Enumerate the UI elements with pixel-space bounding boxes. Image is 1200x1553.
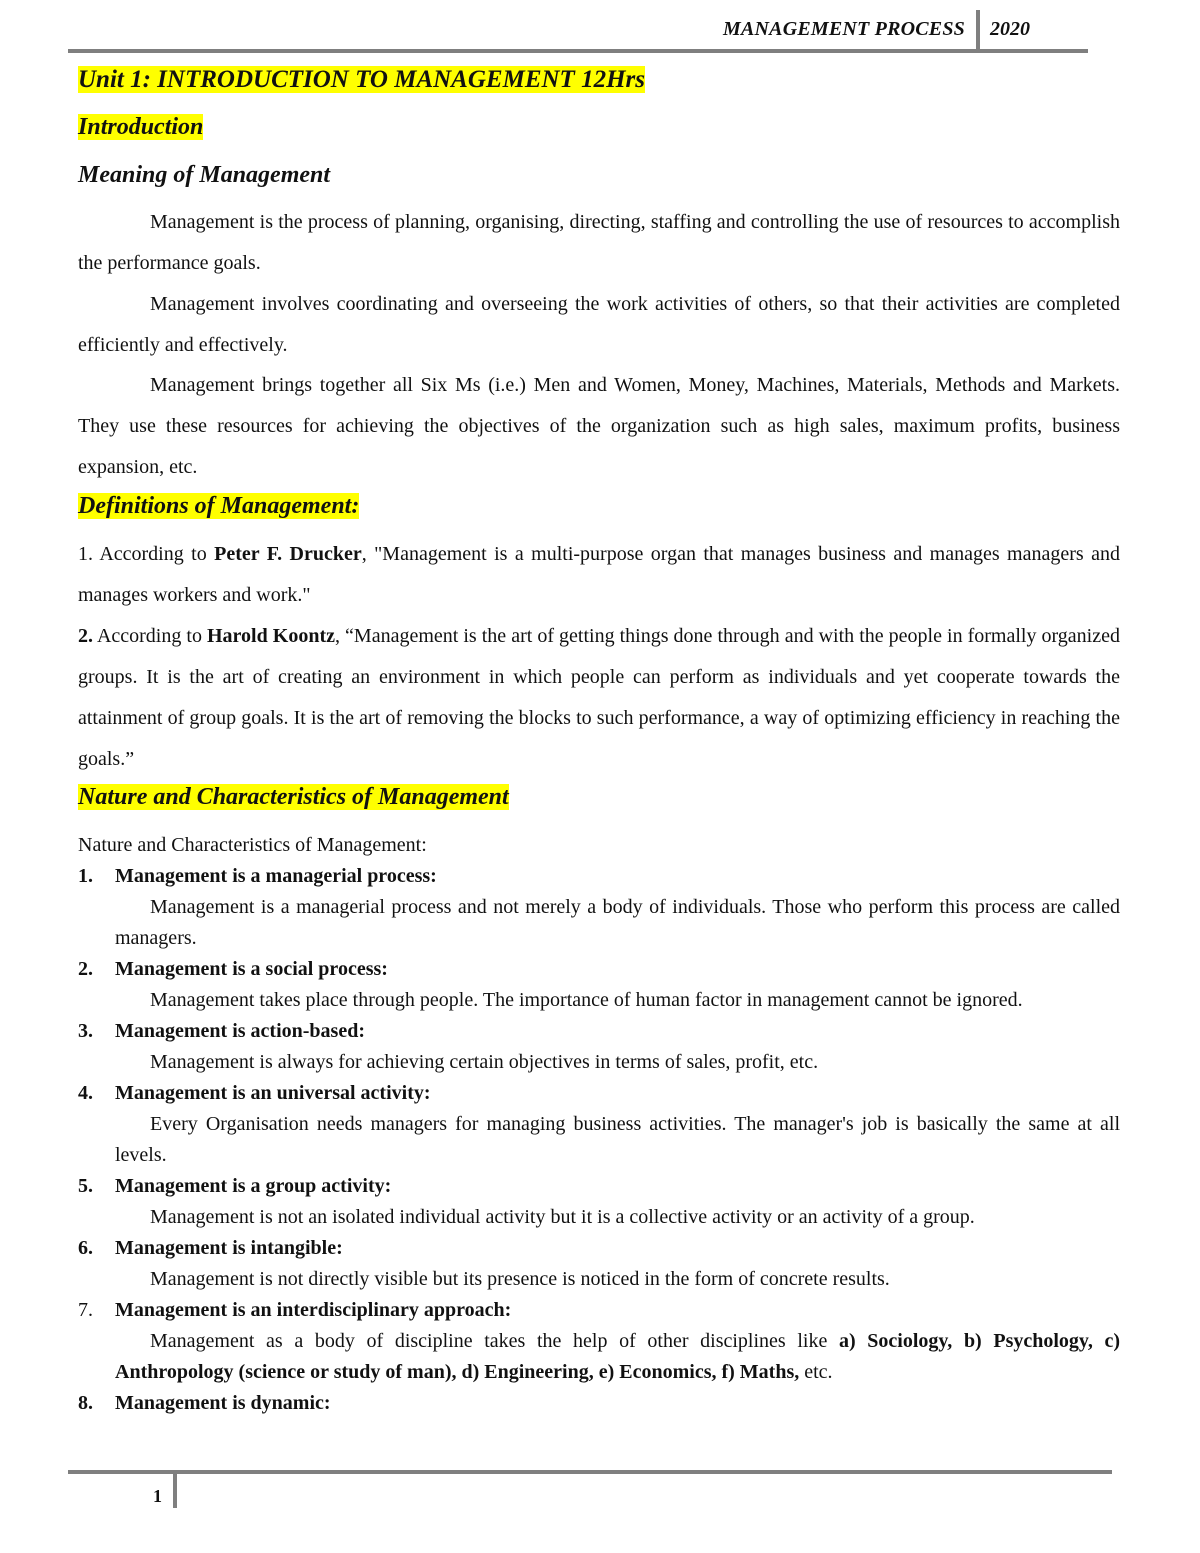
running-header-title: MANAGEMENT PROCESS: [723, 18, 965, 40]
introduction-heading: Introduction: [78, 114, 204, 140]
list-item: 5. Management is a group activity: Management is not an isolated individual activity but it is a collective activity or an activity of a group.: [78, 1175, 975, 1228]
list-item: 2. Management is a social process: Management takes place through people. The importance of human factor in management cannot be ignored.: [78, 958, 1023, 1011]
intro-paragraph-1: Management is the process of planning, organising, directing, staffing and controlling the use of resources to accomplish the performance goals.: [78, 211, 1120, 274]
definitions-heading: Definitions of Management:: [78, 493, 360, 519]
footer-rule: [68, 1470, 1112, 1474]
list-item: 6. Management is intangible: Management is not directly visible but its presence is noticed in the form of concrete results.: [78, 1237, 890, 1290]
list-item: 1. Management is a managerial process: Management is a managerial process and not merely a body of individuals. Those who perform this process are called managers.: [78, 865, 1120, 949]
disciplines-list: a) Sociology, b) Psychology, c) Anthropology (science or study of man), d) Engineering, e) Economics, f) Maths,: [115, 1330, 1120, 1383]
header-rule: [68, 49, 1088, 53]
definition-author: Harold Koontz: [206, 625, 335, 647]
definition-author: Peter F. Drucker: [214, 543, 362, 565]
intro-paragraph-3: Management brings together all Six Ms (i.e.) Men and Women, Money, Machines, Materials, Methods and Markets. They use these resources for achieving the objectives of the organization such as high sales, maximum profits, business expansion, etc.: [78, 374, 1120, 478]
definition-1: 1. According to Peter F. Drucker, "Management is a multi-purpose organ that manages business and manages managers and manages workers and work.": [78, 543, 1120, 606]
nature-intro: Nature and Characteristics of Management:: [78, 834, 427, 856]
list-item: 4. Management is an universal activity: Every Organisation needs managers for managing business activities. The manager's job is basically the same at all levels.: [78, 1082, 1120, 1166]
header-divider: [976, 10, 980, 50]
nature-heading: Nature and Characteristics of Management: [78, 784, 509, 810]
list-item: 3. Management is action-based: Management is always for achieving certain objectives in terms of sales, profit, etc.: [78, 1020, 819, 1073]
meaning-subheading: Meaning of Management: [78, 162, 331, 188]
page-number: 1: [153, 1486, 162, 1506]
nature-list: [78, 861, 1120, 1419]
list-item: 7. Management is an interdisciplinary approach: Management as a body of discipline takes the help of other disciplines like a) Sociology, b) Psychology, c) Anthropology (science or study of man), d) Engineering, e) Economics, f) Maths, etc.: [78, 1299, 1120, 1383]
definition-2: 2. According to Harold Koontz, “Management is the art of getting things done through and with the people in formally organized groups. It is the art of creating an environment in which people can perform as individuals and yet cooperate towards the attainment of group goals. It is the art of removing the blocks to such performance, a way of optimizing efficiency in reaching the goals.”: [78, 625, 1120, 770]
intro-paragraph-2: Management involves coordinating and overseeing the work activities of others, so that their activities are completed efficiently and effectively.: [78, 293, 1120, 356]
list-item: 8. Management is dynamic:: [78, 1392, 331, 1414]
unit-title: Unit 1: INTRODUCTION TO MANAGEMENT 12Hrs: [78, 66, 645, 93]
running-header-year: 2020: [990, 18, 1030, 40]
footer-divider: [173, 1472, 177, 1508]
